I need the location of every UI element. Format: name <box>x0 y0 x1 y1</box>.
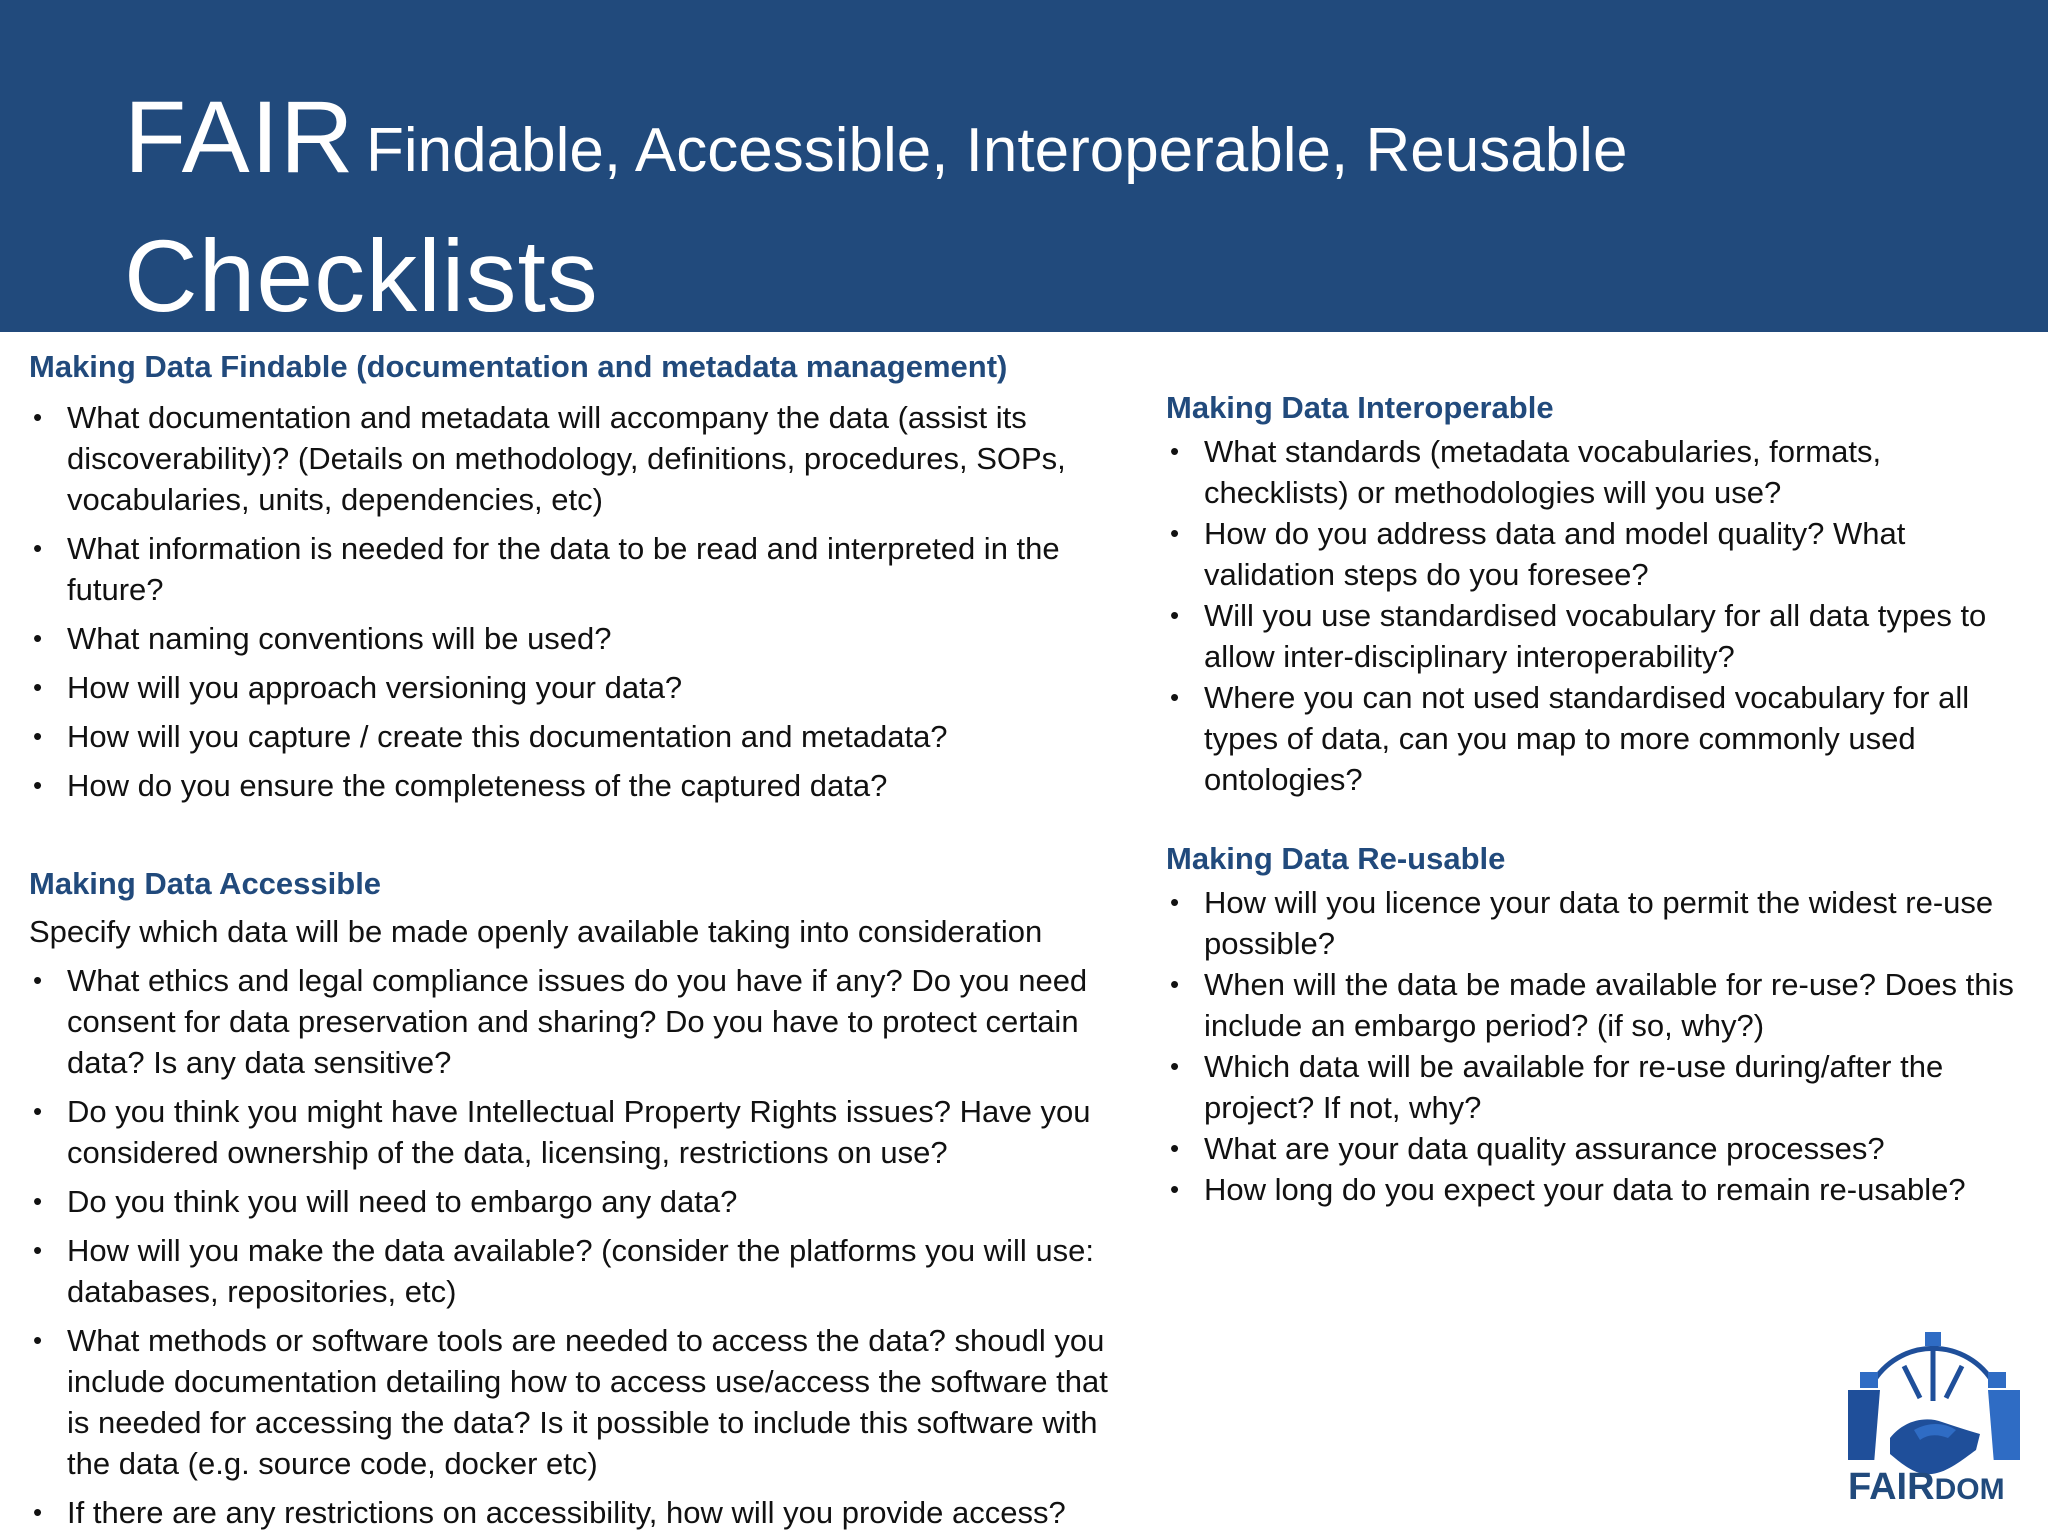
header-banner <box>0 0 2048 332</box>
list-item: • How do you address data and model quality? What validation steps do you foresee? <box>1166 513 2016 595</box>
list-item: • What are your data quality assurance processes? <box>1166 1128 2016 1169</box>
section-accessible <box>29 864 1114 1533</box>
bullet-icon: • <box>33 770 43 800</box>
section-findable <box>29 347 1114 806</box>
list-item: • How will you capture / create this documentation and metadata? <box>29 716 1114 757</box>
bullet-icon: • <box>1170 436 1180 466</box>
bullet-icon: • <box>1170 887 1180 917</box>
list-item: • What information is needed for the data to be read and interpreted in the future? <box>29 528 1114 610</box>
bullet-icon: • <box>33 965 43 995</box>
list-item: • Do you think you will need to embargo any data? <box>29 1181 1114 1222</box>
section-reusable <box>1166 839 2016 1210</box>
section-heading: Making Data Accessible <box>29 866 382 901</box>
bullet-icon: • <box>33 1325 43 1355</box>
list-item: • What documentation and metadata will accompany the data (assist its discoverability)? (Details on methodology, definitions, procedures, SOPs, vocabularies, units, dependencies, etc) <box>29 397 1114 520</box>
bullet-icon: • <box>33 1096 43 1126</box>
bullet-icon: • <box>1170 518 1180 548</box>
list-item: • If there are any restrictions on accessibility, how will you provide access? <box>29 1492 1114 1533</box>
bullet-icon: • <box>33 672 43 702</box>
section-intro: Specify which data will be made openly available taking into consideration <box>29 914 1043 949</box>
section-interoperable <box>1166 388 2016 800</box>
list-item: • What ethics and legal compliance issues do you have if any? Do you need consent for data preservation and sharing? Do you have to protect certain data? Is any data sensitive? <box>29 960 1114 1083</box>
list-item: • Do you think you might have Intellectual Property Rights issues? Have you considered ownership of the data, licensing, restrictions on use? <box>29 1091 1114 1173</box>
accessible-list <box>29 960 1114 1533</box>
list-item: • How will you approach versioning your data? <box>29 667 1114 708</box>
section-heading: Making Data Findable (documentation and metadata management) <box>29 349 1008 384</box>
list-item: • Where you can not used standardised vocabulary for all types of data, can you map to more commonly used ontologies? <box>1166 677 2016 800</box>
bullet-icon: • <box>1170 1174 1180 1204</box>
bullet-icon: • <box>1170 969 1180 999</box>
bullet-icon: • <box>1170 600 1180 630</box>
fairdom-logo-text: FAIRDOM <box>1848 1466 2005 1508</box>
bullet-icon: • <box>33 623 43 653</box>
findable-list <box>29 397 1114 806</box>
list-item: • What methods or software tools are needed to access the data? shoudl you include documentation detailing how to access use/access the software that is needed for accessing the data? Is it possible to include this software with the data (e.g. source code, docker etc) <box>29 1320 1114 1484</box>
bullet-icon: • <box>33 402 43 432</box>
list-item: • Which data will be available for re-use during/after the project? If not, why? <box>1166 1046 2016 1128</box>
bullet-icon: • <box>33 721 43 751</box>
bullet-icon: • <box>1170 1051 1180 1081</box>
list-item: • How long do you expect your data to remain re-usable? <box>1166 1169 2016 1210</box>
bullet-icon: • <box>1170 682 1180 712</box>
section-heading: Making Data Interoperable <box>1166 390 1554 425</box>
list-item: • What standards (metadata vocabularies, formats, checklists) or methodologies will you use? <box>1166 431 2016 513</box>
list-item: • What naming conventions will be used? <box>29 618 1114 659</box>
bullet-icon: • <box>33 1186 43 1216</box>
list-item: • Will you use standardised vocabulary for all data types to allow inter-disciplinary interoperability? <box>1166 595 2016 677</box>
bullet-icon: • <box>33 533 43 563</box>
bullet-icon: • <box>33 1235 43 1265</box>
list-item: • How will you licence your data to permit the widest re-use possible? <box>1166 882 2016 964</box>
list-item: • How will you make the data available? (consider the platforms you will use: databases, repositories, etc) <box>29 1230 1114 1312</box>
title-checklists: Checklists <box>124 219 599 333</box>
reusable-list <box>1166 882 2016 1210</box>
section-heading: Making Data Re-usable <box>1166 841 1506 876</box>
list-item: • When will the data be made available for re-use? Does this include an embargo period? (if so, why?) <box>1166 964 2016 1046</box>
bullet-icon: • <box>33 1497 43 1527</box>
title-fair: FAIR <box>124 80 355 194</box>
list-item: • How do you ensure the completeness of the captured data? <box>29 765 1114 806</box>
interoperable-list <box>1166 431 2016 800</box>
title-subtitle: Findable, Accessible, Interoperable, Reusable <box>366 116 1628 185</box>
bullet-icon: • <box>1170 1133 1180 1163</box>
